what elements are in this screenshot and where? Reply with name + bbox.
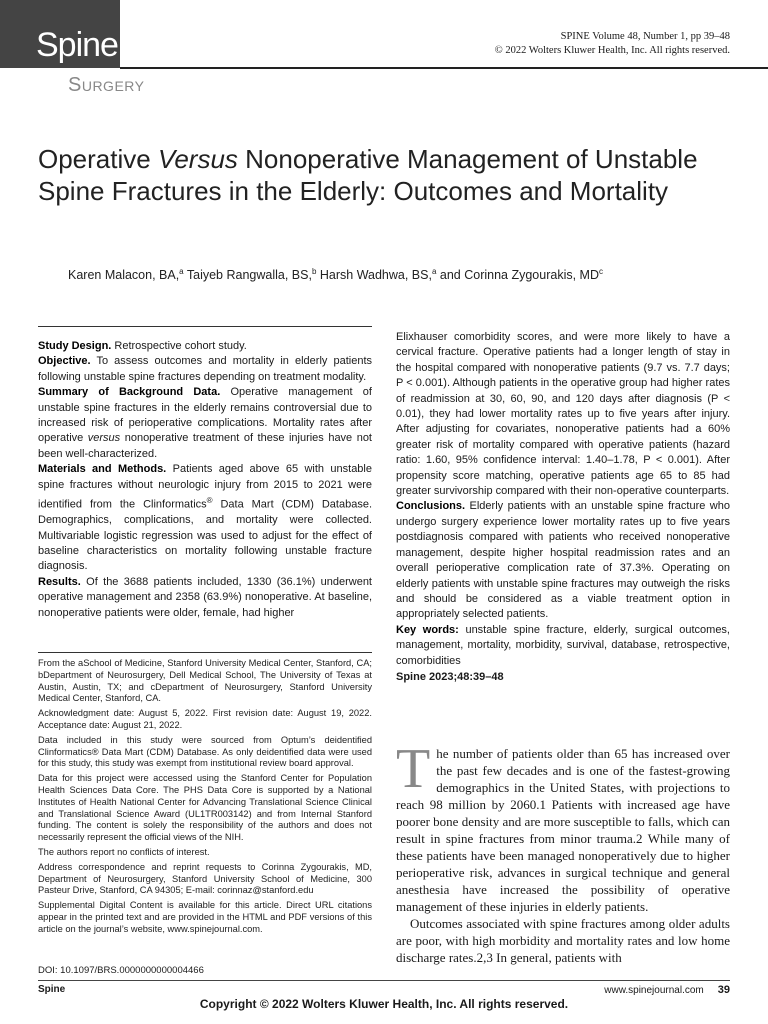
author-name: and Corinna Zygourakis, MD	[436, 268, 599, 283]
citation-line-1: SPINE Volume 48, Number 1, pp 39–48	[560, 31, 730, 42]
drop-cap: T	[396, 738, 431, 800]
journal-website-link[interactable]: www.spinejournal.com	[604, 985, 704, 996]
keywords-label: Key words:	[396, 623, 459, 636]
footnote-correspondence: Address correspondence and reprint requests to Corinna Zygourakis, MD, Department of Neurosurgery, Stanford University School of Medicine, 300 Pasteur Drive, Stanford, CA 94305; E-mail: corinnaz@stanford.edu	[38, 861, 372, 896]
background-text: Operative management of unstable spine fractures in the elderly remains controversial due to increased risk of perioperative complications. Mortality rates after operative	[38, 386, 372, 445]
conclusions	[396, 499, 730, 622]
intro-paragraph	[396, 738, 730, 915]
copyright-notice: Copyright © 2022 Wolters Kluwer Health, Inc. All rights reserved.	[199, 997, 569, 1011]
article-title	[38, 143, 738, 207]
conclusions-label: Conclusions.	[396, 500, 466, 513]
journal-logo: Spine	[0, 0, 120, 68]
background-text-2: nonoperative treatment of these injuries have not been well-characterized.	[38, 432, 372, 460]
author-affiliation: c	[599, 267, 603, 276]
objective-label: Objective.	[38, 355, 91, 368]
abstract-left-column	[38, 339, 372, 621]
footer-right	[604, 984, 730, 996]
methods-label: Materials and Methods.	[38, 463, 167, 476]
footnote-supplemental: Supplemental Digital Content is available for this article. Direct URL citations appear in the printed text and are provided in the HTML and PDF versions of this article on the journal’s website, www.spinejournal.com.	[38, 900, 372, 934]
results-label: Results.	[38, 575, 81, 588]
methods	[38, 462, 372, 575]
section-label: Surgery	[68, 74, 145, 96]
footnotes	[38, 658, 372, 939]
author-affiliation: a	[431, 267, 437, 276]
footnote-rule	[38, 652, 372, 653]
author-affiliation: b	[311, 267, 317, 276]
footnote-data-source: Data included in this study were sourced from Optum’s deidentified Clinformatics® Data Mart (CDM) Database. As only deidentified data were used for this study, this study was exempt from institutional review board approval.	[38, 734, 372, 769]
objective	[38, 354, 372, 385]
author-list	[68, 267, 603, 282]
methods-text: Patients aged above 65 with unstable spine fractures without neurologic injury from 2015 to 2021 were identified from the Clinformatics	[38, 463, 372, 511]
background-italic: versus	[87, 432, 121, 445]
study-design-text: Retrospective cohort study.	[111, 340, 247, 352]
keywords	[396, 623, 730, 669]
keywords-text: unstable spine fracture, elderly, surgical outcomes, management, mortality, morbidity, survival, database, retrospective, comorbidities	[396, 623, 730, 667]
doi-link[interactable]: DOI: 10.1097/BRS.0000000000004466	[38, 965, 204, 976]
objective-text: To assess outcomes and mortality in elderly patients following unstable spine fractures depending on treatment modality.	[38, 355, 372, 383]
page-number: 39	[717, 984, 730, 996]
article-citation: Spine 2023;48:39–48	[396, 670, 504, 683]
journal-citation	[495, 30, 730, 58]
author-name: Harsh Wadhwa, BS,	[316, 268, 432, 283]
author-name: Karen Malacon, BA,	[68, 268, 180, 283]
title-part-1: Operative	[38, 144, 158, 174]
header-rule	[120, 67, 768, 69]
study-design	[38, 339, 372, 354]
study-design-label: Study Design.	[38, 340, 112, 352]
author-affiliation: a	[179, 267, 184, 276]
results-continued: Elixhauser comorbidity scores, and were more likely to have a cervical fracture. Operative patients had a longer length of stay in the hospital compared with nonoperative patients (9.7 vs. 7.7 days; P < 0.001). Although patients in the operative group had higher rates of readmission at 30, 60, 90, and 120 days after diagnosis (P < 0.01), they had lower mortality rates up to five years after injury. After adjusting for covariates, nonoperative patients had a 60% greater risk of mortality compared with operative patients (hazard ratio: 1.60, 95% confidence interval: 1.40–1.78, P < 0.001). After propensity score matching, operative patients age 65 to 85 had greater survivorship compared with their non-operative counterparts.	[396, 331, 730, 498]
footer-rule	[38, 980, 730, 981]
abstract-rule	[38, 326, 372, 327]
results-text: Of the 3688 patients included, 1330 (36.1%) underwent operative management and 2358 (63.9%) nonoperative. At baseline, nonoperative patients were older, female, had higher	[38, 575, 372, 619]
intro-text: he number of patients older than 65 has increased over the past few decades and is one of the fastest-growing demographics in the United States, with projections to reach 98 million by 2060.1 Patients with increased age have poorer bone density and are more susceptible to falls, which can result in spine fractures from minor trauma.2 While many of these patients have been managed nonoperatively due to higher perioperative risk, advances in surgical technique and general anesthesia have increased the possibility of operative management of these injuries in elderly patients.	[396, 746, 730, 914]
footnote-affiliations: From the aSchool of Medicine, Stanford University Medical Center, Stanford, CA; bDepartment of Neurosurgery, Dell Medical School, The University of Texas at Austin, Austin, TX; and cDepartment of Neurosurgery, Stanford University Medical Center, Stanford, CA.	[38, 658, 372, 704]
background	[38, 385, 372, 462]
second-paragraph: Outcomes associated with spine fractures among older adults are poor, with high morbidity and mortality rates and low home discharge rates.2,3 In general, patients with	[396, 916, 730, 965]
footnote-dates: Acknowledgment date: August 5, 2022. First revision date: August 19, 2022. Acceptance date: August 21, 2022.	[38, 708, 372, 730]
title-italic: Versus	[157, 144, 238, 174]
footnote-funding: Data for this project were accessed using the Stanford Center for Population Health Sciences Data Core. The PHS Data Core is supported by a National Institutes of Health National Center for Advancing Translational Science Clinical and Translational Science Award (UL1TR003142) and from Internal Stanford funding. The content is solely the responsibility of the authors and does not necessarily represent the official views of the NIH.	[38, 773, 372, 843]
citation-line-2: © 2022 Wolters Kluwer Health, Inc. All rights reserved.	[494, 45, 730, 56]
footnote-conflicts: The authors report no conflicts of interest.	[38, 846, 210, 857]
registered-mark: ®	[206, 496, 213, 506]
conclusions-text: Elderly patients with an unstable spine fracture who undergo surgery experience lower mortality rates up to five years postdiagnosis compared with patients who received nonoperative management, despite higher hospital readmission rates and an overall perioperative complication rate of 37.3%. Operating on elderly patients with unstable spine fractures may outweigh the risks and should be considered as a viable treatment option in appropriately selected patients.	[396, 500, 730, 621]
results	[38, 575, 372, 621]
author-name: Taiyeb Rangwalla, BS,	[183, 268, 312, 283]
abstract-right-column	[396, 330, 730, 685]
methods-text-2: Data Mart (CDM) Database. Demographics, complications, and mortality were collected. Multivariable logistic regression was used to adjust for the effect of baseline characteristics on mortality following unstable fracture diagnosis.	[38, 498, 372, 573]
body-text	[396, 738, 730, 966]
title-part-2: Nonoperative Management of Unstable Spine Fractures in the Elderly: Outcomes and Mortality	[38, 144, 698, 206]
background-label: Summary of Background Data.	[38, 386, 221, 399]
footer-journal: Spine	[38, 984, 66, 995]
